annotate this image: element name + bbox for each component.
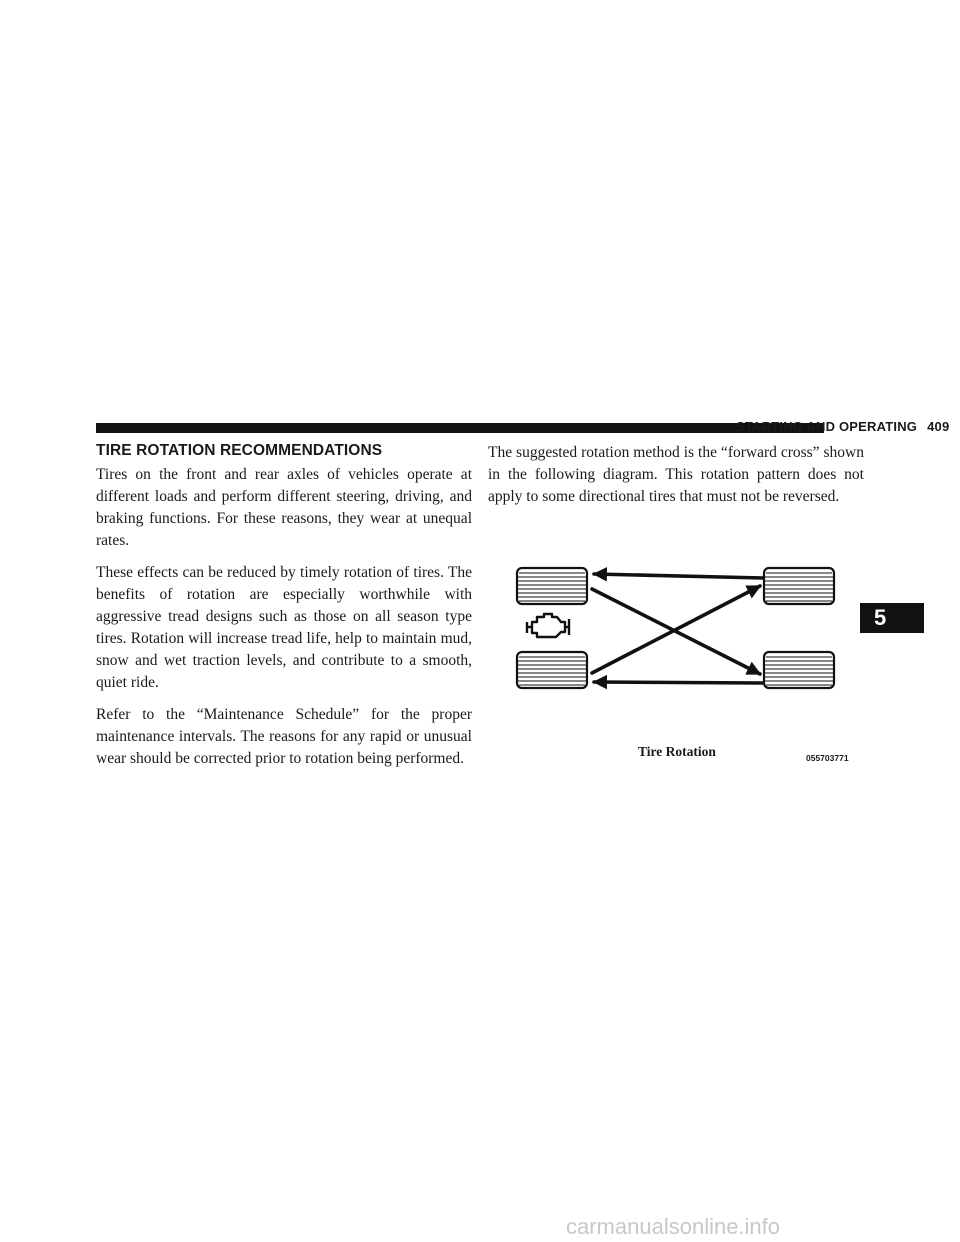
left-column bbox=[96, 442, 472, 780]
paragraph-rotation-benefits: These effects can be reduced by timely rotation of tires. The benefits of rotation are especially worthwhile with aggressive tread designs such as those on all season type tires. Rotation will increase tread life, help to maintain mud, snow and wet traction levels, and contribute to a smooth, quiet ride. bbox=[96, 564, 472, 691]
header-section-title: STARTING AND OPERATING bbox=[736, 419, 918, 434]
running-header bbox=[736, 419, 950, 434]
tire-icon bbox=[517, 568, 587, 604]
tire-rotation-diagram bbox=[508, 556, 868, 746]
engine-icon bbox=[527, 614, 569, 637]
tire-icon bbox=[764, 568, 834, 604]
section-heading: TIRE ROTATION RECOMMENDATIONS bbox=[96, 442, 383, 459]
page-number: 409 bbox=[927, 419, 950, 434]
paragraph-forward-cross: The suggested rotation method is the “forward cross” shown in the following diagram. This rotation pattern does not apply to some directional tires that must not be reversed. bbox=[488, 444, 864, 505]
right-column bbox=[488, 442, 864, 518]
tire-icon bbox=[517, 652, 587, 688]
header-rule bbox=[96, 423, 824, 433]
figure-code: 055703771 bbox=[806, 753, 849, 763]
paragraph-uneven-wear: Tires on the front and rear axles of vehicles operate at different loads and perform different steering, driving, and braking functions. For these reasons, they wear at unequal rates. bbox=[96, 466, 472, 549]
paragraph-maintenance-schedule: Refer to the “Maintenance Schedule” for the proper maintenance intervals. The reasons for any rapid or unusual wear should be corrected prior to rotation being performed. bbox=[96, 706, 472, 767]
watermark: carmanualsonline.info bbox=[566, 1214, 781, 1239]
tire-icon bbox=[764, 652, 834, 688]
chapter-tab: 5 bbox=[860, 603, 924, 633]
figure-caption: Tire Rotation bbox=[638, 744, 716, 759]
arrow-icon bbox=[592, 574, 763, 683]
